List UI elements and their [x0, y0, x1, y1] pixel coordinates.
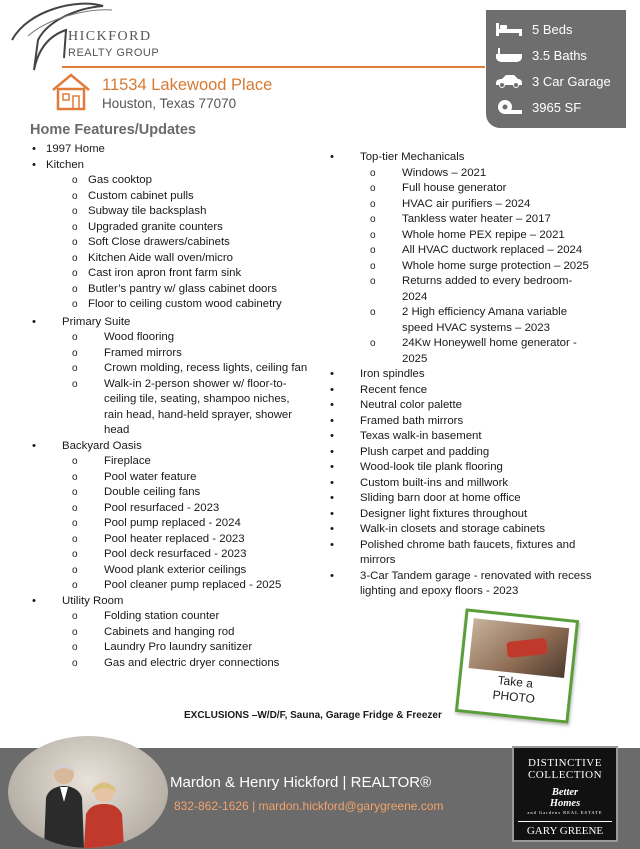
- list-item: o HVAC air purifiers – 2024: [330, 197, 620, 213]
- list-item: o Whole home PEX repipe – 2021: [330, 228, 620, 244]
- list-item: o Pool water feature: [30, 470, 330, 486]
- car-icon: [494, 72, 524, 90]
- list-item: o Pool pump replaced - 2024: [30, 516, 330, 532]
- phone-photo: [469, 618, 570, 678]
- list-item: • 1997 Home: [30, 142, 330, 158]
- stat-beds-label: 5 Beds: [532, 21, 573, 37]
- logo-line-distinctive: DISTINCTIVE: [528, 757, 602, 769]
- list-item: o Folding station counter: [30, 609, 330, 625]
- list-item: o Custom cabinet pulls: [30, 189, 330, 205]
- house-icon: [50, 72, 92, 112]
- features-title: Home Features/Updates: [30, 122, 196, 138]
- stat-garage: [494, 68, 626, 94]
- features-left-column: [30, 142, 330, 671]
- stat-sqft: [494, 94, 626, 120]
- list-item: o Gas and electric dryer connections: [30, 656, 330, 672]
- list-item: • Sliding barn door at home office: [330, 491, 620, 507]
- property-stats: [486, 10, 626, 128]
- logo-line-better: Better: [551, 787, 579, 798]
- list-item: o Pool resurfaced - 2023: [30, 501, 330, 517]
- list-item: o Kitchen Aide wall oven/micro: [30, 251, 330, 267]
- list-item: • Neutral color palette: [330, 398, 620, 414]
- property-city: Houston, Texas 77070: [102, 96, 237, 111]
- stat-baths-label: 3.5 Baths: [532, 47, 587, 63]
- list-item: • Plush carpet and padding: [330, 445, 620, 461]
- list-item: o Double ceiling fans: [30, 485, 330, 501]
- list-item: • 3-Car Tandem garage - renovated with recess lighting and epoxy floors - 2023: [330, 569, 606, 600]
- list-item: o Framed mirrors: [30, 346, 330, 362]
- list-item: • Kitchen: [30, 158, 330, 174]
- list-item: o Butler’s pantry w/ glass cabinet doors: [30, 282, 330, 298]
- list-item: o Tankless water heater – 2017: [330, 212, 620, 228]
- list-item: o Subway tile backsplash: [30, 204, 330, 220]
- list-item: o Cabinets and hanging rod: [30, 625, 330, 641]
- stat-baths: [494, 42, 626, 68]
- agent-woman-figure: [82, 776, 126, 848]
- list-item: o Returns added to every bedroom-2024: [330, 274, 590, 305]
- property-address: 11534 Lakewood Place: [102, 76, 273, 94]
- list-item: • Custom built-ins and millwork: [330, 476, 620, 492]
- list-heading: • Backyard Oasis: [30, 439, 330, 455]
- logo-line-collection: COLLECTION: [527, 769, 603, 781]
- brand-logo: [0, 0, 480, 120]
- stat-sqft-label: 3965 SF: [532, 99, 582, 115]
- header-divider: [62, 66, 485, 68]
- list-item: o Wood flooring: [30, 330, 330, 346]
- list-item: o Whole home surge protection – 2025: [330, 259, 620, 275]
- take-a-photo-line2: PHOTO: [491, 687, 536, 707]
- list-item: o Upgraded granite counters: [30, 220, 330, 236]
- agent-man-figure: [44, 758, 84, 848]
- list-item: o Laundry Pro laundry sanitizer: [30, 640, 330, 656]
- list-item: o Fireplace: [30, 454, 330, 470]
- list-item: o Full house generator: [330, 181, 620, 197]
- logo-line-gary-greene: GARY GREENE: [518, 821, 612, 837]
- list-item: • Iron spindles: [330, 367, 620, 383]
- tape-measure-icon: [494, 98, 524, 116]
- list-item: • Texas walk-in basement: [330, 429, 620, 445]
- list-item: o Wood plank exterior ceilings: [30, 563, 330, 579]
- bathtub-icon: [494, 46, 524, 64]
- list-item: • Wood-look tile plank flooring: [330, 460, 620, 476]
- bed-icon: [494, 20, 524, 38]
- brand-subname: REALTY GROUP: [68, 47, 160, 59]
- list-item: o 24Kw Honeywell home generator - 2025: [330, 336, 590, 367]
- list-item: • Framed bath mirrors: [330, 414, 620, 430]
- list-item: o All HVAC ductwork replaced – 2024: [330, 243, 620, 259]
- list-item: o Gas cooktop: [30, 173, 330, 189]
- list-item: o Crown molding, recess lights, ceiling fan: [30, 361, 310, 377]
- list-heading: • Utility Room: [30, 594, 330, 610]
- stat-beds: [494, 16, 626, 42]
- list-item: o Floor to ceiling custom wood cabinetry: [30, 297, 330, 313]
- list-item: • Designer light fixtures throughout: [330, 507, 620, 523]
- stat-garage-label: 3 Car Garage: [532, 73, 611, 89]
- list-heading: • Primary Suite: [30, 315, 330, 331]
- agent-names: Mardon & Henry Hickford | REALTOR®: [170, 774, 432, 791]
- take-a-photo-line1: Take a: [497, 673, 534, 691]
- list-item: • Polished chrome bath faucets, fixtures and mirrors: [330, 538, 590, 569]
- list-item: o Pool cleaner pump replaced - 2025: [30, 578, 330, 594]
- list-item: • Walk-in closets and storage cabinets: [330, 522, 620, 538]
- features-right-column: [330, 150, 620, 600]
- take-a-photo-card: [455, 608, 579, 723]
- exclusions-note: EXCLUSIONS –W/D/F, Sauna, Garage Fridge & Freezer: [184, 710, 442, 721]
- brokerage-logo: [512, 746, 618, 842]
- list-item: o Windows – 2021: [330, 166, 620, 182]
- list-item: • Recent fence: [330, 383, 620, 399]
- list-item: o Soft Close drawers/cabinets: [30, 235, 330, 251]
- logo-line-sub: and Gardens REAL ESTATE: [527, 810, 603, 815]
- list-item: o Walk-in 2-person shower w/ floor-to-ceiling tile, seating, shampoo niches, rain head, hand-held sprayer, shower head: [30, 377, 310, 439]
- list-item: o Pool heater replaced - 2023: [30, 532, 330, 548]
- list-item: o Pool deck resurfaced - 2023: [30, 547, 330, 563]
- list-heading: • Top-tier Mechanicals: [330, 150, 620, 166]
- phone-icon: [506, 638, 547, 658]
- list-item: o Cast iron apron front farm sink: [30, 266, 330, 282]
- logo-line-homes: Homes: [549, 798, 581, 809]
- agent-photo: [8, 736, 168, 848]
- agent-contact[interactable]: 832-862-1626 | mardon.hickford@garygreene.com: [174, 799, 444, 813]
- list-item: o 2 High efficiency Amana variable speed HVAC systems – 2023: [330, 305, 590, 336]
- brand-name: HICKFORD: [68, 29, 152, 44]
